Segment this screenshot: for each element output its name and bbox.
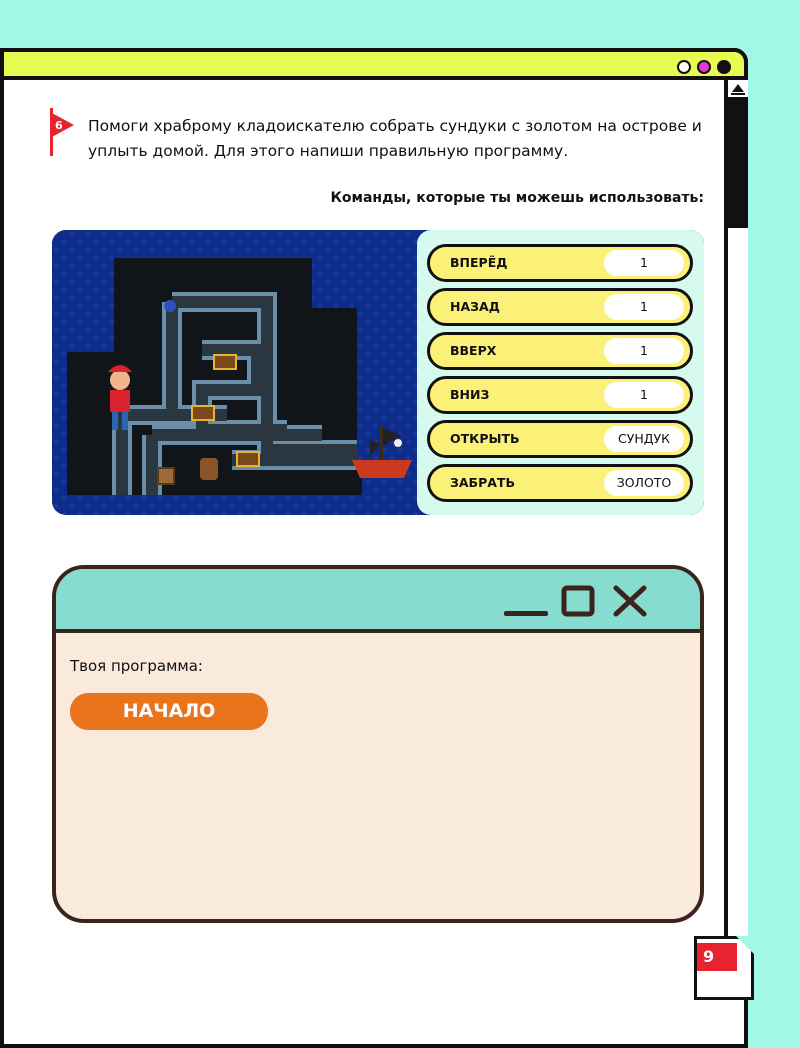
command-open[interactable] (427, 420, 693, 458)
command-label: ВПЕРЁД (450, 255, 508, 270)
command-value: СУНДУК (604, 426, 684, 452)
command-back[interactable] (427, 288, 693, 326)
commands-title: Команды, которые ты можешь использовать: (330, 190, 704, 206)
command-value: 1 (604, 250, 684, 276)
program-window-header (56, 569, 700, 633)
command-value: 1 (604, 338, 684, 364)
task-number: 6 (55, 119, 63, 132)
commands-panel (417, 230, 704, 515)
command-value: 1 (604, 382, 684, 408)
window-dot-white[interactable] (677, 60, 691, 74)
page-number-tab (694, 936, 754, 1000)
scroll-up-icon[interactable] (728, 80, 748, 100)
program-window (52, 565, 704, 923)
window-titlebar (0, 48, 748, 80)
command-label: НАЗАД (450, 299, 500, 314)
scroll-thumb[interactable] (728, 100, 748, 228)
task-text: Помоги храброму кладоискателю собрать сундуки с золотом на острове и уплыть домой. Для этого напиши правильную программу. (88, 117, 702, 160)
program-label: Твоя программа: (70, 657, 203, 675)
command-label: ЗАБРАТЬ (450, 475, 515, 490)
page-number: 9 (697, 943, 737, 971)
command-value: 1 (604, 294, 684, 320)
minimize-icon (504, 611, 548, 616)
command-value: ЗОЛОТО (604, 470, 684, 496)
close-icon (616, 588, 644, 614)
window-dot-magenta[interactable] (697, 60, 711, 74)
page-fold-icon (736, 936, 754, 954)
command-up[interactable] (427, 332, 693, 370)
task-flag-icon (50, 108, 74, 156)
command-down[interactable] (427, 376, 693, 414)
command-forward[interactable] (427, 244, 693, 282)
command-label: ОТКРЫТЬ (450, 431, 520, 446)
start-button[interactable]: НАЧАЛО (70, 693, 268, 730)
vertical-scrollbar[interactable] (724, 80, 748, 1000)
command-take[interactable] (427, 464, 693, 502)
maximize-icon (564, 588, 592, 614)
window-controls (500, 583, 660, 619)
window-dot-black[interactable] (717, 60, 731, 74)
command-label: ВНИЗ (450, 387, 490, 402)
command-label: ВВЕРХ (450, 343, 497, 358)
